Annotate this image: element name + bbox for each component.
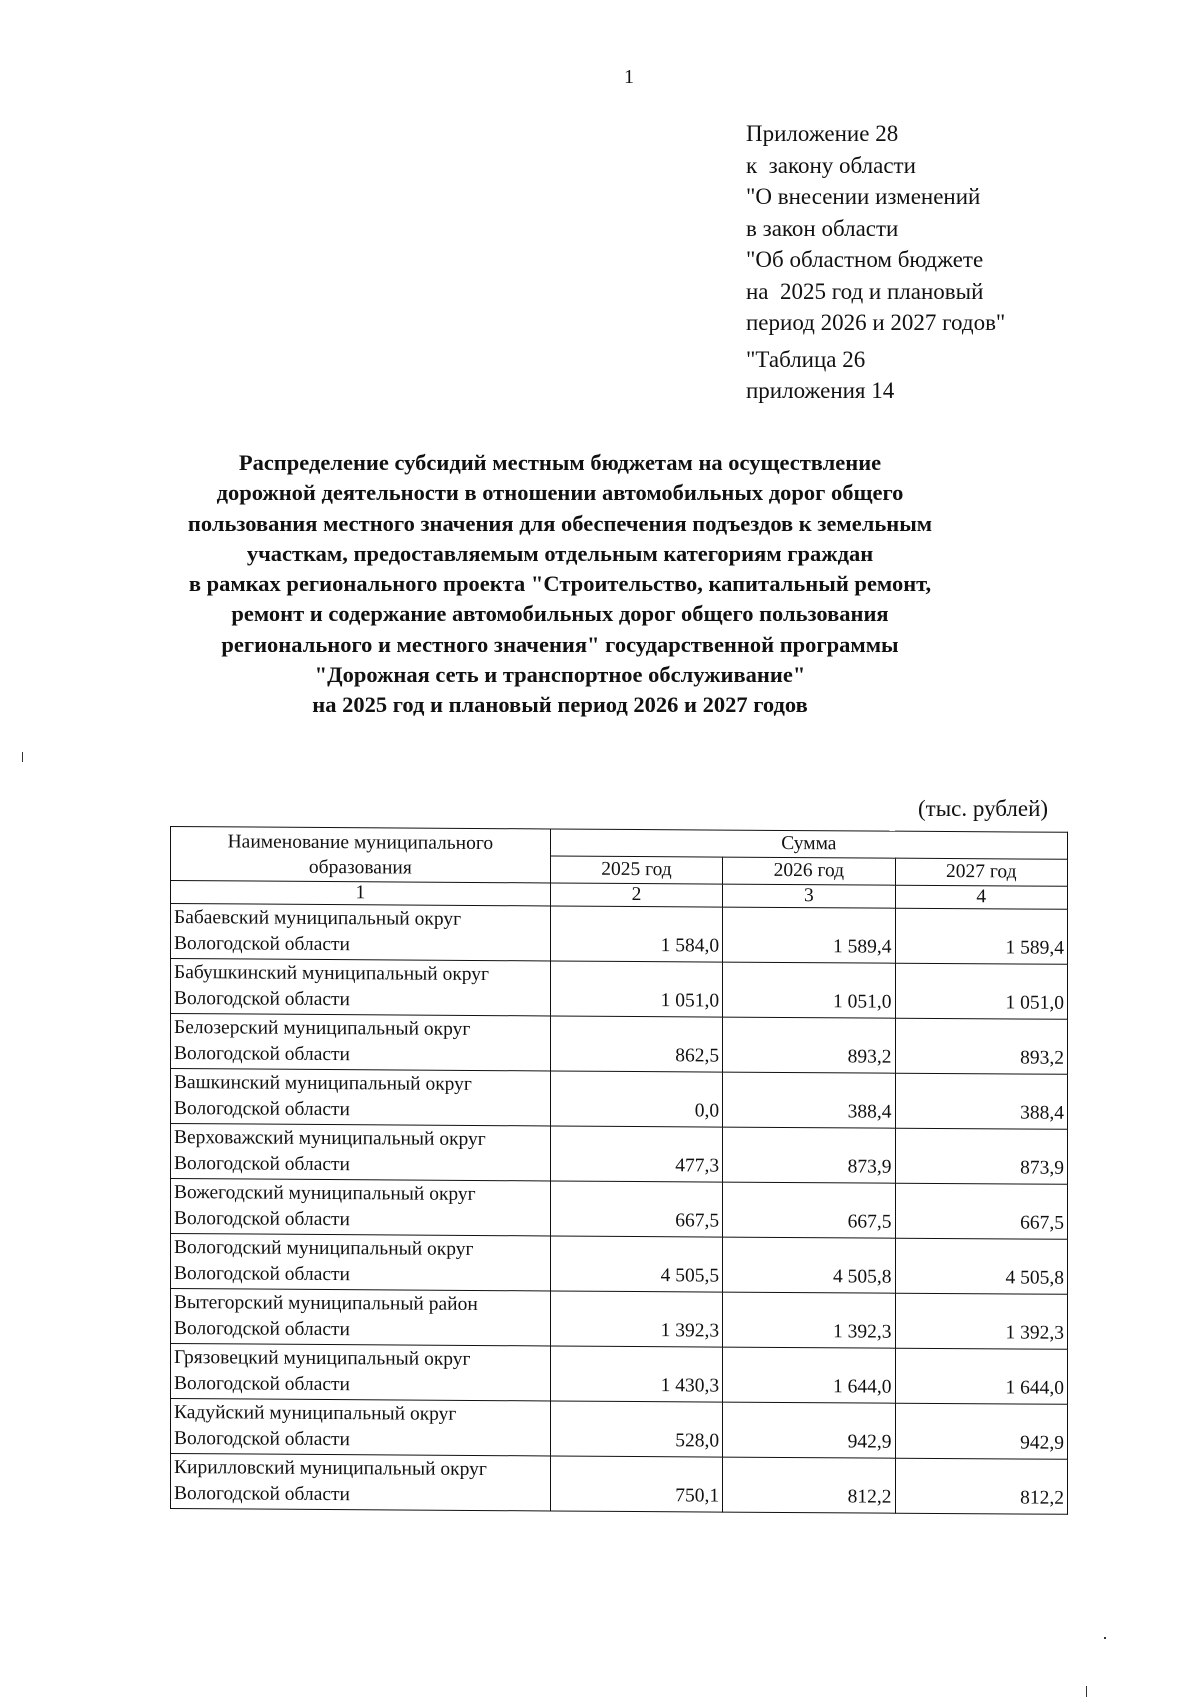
municipality-name-line: Вологодской области — [174, 1263, 350, 1286]
table-row — [171, 1124, 1068, 1185]
municipality-name-cell — [171, 1234, 551, 1291]
year-cell: 2027 год — [895, 858, 1067, 886]
amount-cell-2025: 667,5 — [550, 1181, 722, 1237]
municipality-name-cell — [171, 1399, 551, 1456]
amount-cell-2026: 1 051,0 — [723, 962, 895, 1018]
appendix-line: период 2026 и 2027 годов" — [746, 310, 1006, 335]
municipality-name-line: Вологодский муниципальный округ — [174, 1237, 474, 1260]
amount-cell-2026: 1 392,3 — [723, 1292, 895, 1348]
table-reference-line: приложения 14 — [746, 378, 895, 403]
column-number-cell: 2 — [550, 883, 722, 907]
appendix-line: "О внесении изменений — [746, 184, 981, 209]
municipality-name-cell — [171, 1069, 551, 1126]
scan-mark — [1104, 1637, 1106, 1639]
table-row — [171, 1179, 1068, 1240]
amount-cell-2026: 667,5 — [723, 1182, 895, 1238]
subsidy-table — [170, 826, 1068, 1515]
amount-cell-2025: 1 584,0 — [550, 906, 722, 962]
title-line: в рамках регионального проекта "Строительство, капитальный ремонт, — [188, 571, 932, 597]
amount-cell-2027: 942,9 — [895, 1403, 1067, 1459]
municipality-name-cell — [171, 1124, 551, 1181]
table-row — [171, 1454, 1068, 1515]
amount-cell-2025: 862,5 — [550, 1016, 722, 1072]
header-sum-cell: Сумма — [550, 829, 1067, 859]
appendix-line: в закон области — [746, 215, 899, 241]
appendix-line: на 2025 год и плановый — [746, 278, 984, 304]
amount-cell-2025: 750,1 — [550, 1456, 722, 1512]
amount-cell-2026: 812,2 — [723, 1457, 895, 1513]
amount-cell-2025: 4 505,5 — [550, 1236, 722, 1292]
appendix-block — [746, 118, 1005, 407]
municipality-name-cell — [171, 959, 551, 1016]
header-name-cell: Наименование муниципального образования — [171, 827, 551, 883]
municipality-name-line: Вологодской области — [174, 1318, 350, 1341]
amount-cell-2027: 1 392,3 — [895, 1293, 1067, 1349]
municipality-name-line: Вологодской области — [174, 933, 350, 956]
municipality-name-line: Вытегорский муниципальный район — [174, 1292, 478, 1315]
scan-mark — [22, 752, 23, 762]
amount-cell-2027: 1 051,0 — [895, 963, 1067, 1019]
municipality-name-line: Вологодской области — [174, 1373, 350, 1396]
municipality-name-cell — [171, 904, 551, 961]
amount-cell-2025: 0,0 — [550, 1071, 722, 1127]
amount-cell-2025: 1 430,3 — [550, 1346, 722, 1402]
amount-cell-2026: 4 505,8 — [723, 1237, 895, 1293]
amount-cell-2027: 893,2 — [895, 1018, 1067, 1074]
title-line: ремонт и содержание автомобильных дорог общего пользования — [231, 601, 889, 627]
title-line: пользования местного значения для обеспечения подъездов к земельным — [187, 510, 933, 536]
amount-cell-2025: 528,0 — [550, 1401, 722, 1457]
municipality-name-line: Вологодской области — [174, 1483, 350, 1506]
column-number-cell: 3 — [723, 884, 895, 908]
amount-cell-2025: 1 392,3 — [550, 1291, 722, 1347]
title-line: Распределение субсидий местным бюджетам на осуществление — [238, 450, 882, 475]
amount-cell-2027: 873,9 — [895, 1128, 1067, 1184]
municipality-name-line: Вожегодский муниципальный округ — [174, 1182, 476, 1205]
table-row — [171, 1234, 1068, 1295]
appendix-line: "Об областном бюджете — [746, 247, 984, 272]
units-label: (тыс. рублей) — [918, 796, 1049, 821]
title-line: регионального и местного значения" государственной программы — [221, 631, 899, 657]
amount-cell-2026: 873,9 — [723, 1127, 895, 1183]
amount-cell-2025: 477,3 — [550, 1126, 722, 1182]
municipality-name-line: Грязовецкий муниципальный округ — [174, 1347, 471, 1370]
appendix-line: к закону области — [746, 152, 916, 178]
table-reference-line: "Таблица 26 — [746, 346, 866, 372]
municipality-name-line: Бабушкинский муниципальный округ — [174, 962, 490, 986]
table-row — [171, 1289, 1068, 1350]
municipality-name-cell — [171, 1454, 551, 1511]
municipality-name-line: Кирилловский муниципальный округ — [174, 1457, 487, 1481]
appendix-line: Приложение 28 — [746, 121, 899, 146]
amount-cell-2026: 1 644,0 — [723, 1347, 895, 1403]
amount-cell-2025: 1 051,0 — [550, 961, 722, 1017]
column-number-cell: 1 — [171, 881, 551, 906]
amount-cell-2027: 1 644,0 — [895, 1348, 1067, 1404]
municipality-name-line: Вашкинский муниципальный округ — [174, 1072, 472, 1095]
municipality-name-line: Вологодской области — [174, 1043, 350, 1066]
amount-cell-2026: 893,2 — [723, 1017, 895, 1073]
municipality-name-line: Бабаевский муниципальный округ — [174, 907, 462, 930]
amount-cell-2027: 812,2 — [895, 1458, 1067, 1514]
title-line: участкам, предоставляемым отдельным категориям граждан — [246, 540, 874, 566]
table-header-row — [171, 827, 1068, 860]
amount-cell-2026: 388,4 — [723, 1072, 895, 1128]
year-cell: 2025 год — [550, 856, 722, 884]
municipality-name-line: Вологодской области — [174, 1208, 350, 1231]
amount-cell-2026: 942,9 — [723, 1402, 895, 1458]
municipality-name-line: Вологодской области — [174, 1153, 350, 1176]
municipality-name-cell — [171, 1289, 551, 1346]
amount-cell-2027: 667,5 — [895, 1183, 1067, 1239]
municipality-name-line: Вологодской области — [174, 1428, 350, 1451]
column-number-cell: 4 — [895, 885, 1067, 909]
table-row — [171, 1069, 1068, 1130]
municipality-name-line: Белозерский муниципальный округ — [174, 1017, 471, 1040]
page-number: 1 — [624, 66, 634, 88]
amount-cell-2027: 4 505,8 — [895, 1238, 1067, 1294]
municipality-name-line: Вологодской области — [174, 988, 350, 1011]
table-row — [171, 959, 1068, 1020]
title-line: "Дорожная сеть и транспортное обслуживание" — [314, 662, 806, 688]
title-line: дорожной деятельности в отношении автомобильных дорог общего — [216, 480, 904, 506]
year-cell: 2026 год — [723, 857, 895, 885]
scan-mark — [1086, 1686, 1087, 1697]
title-line: на 2025 год и плановый период 2026 и 2027 годов — [312, 692, 808, 718]
amount-cell-2026: 1 589,4 — [723, 907, 895, 963]
municipality-name-cell — [171, 1014, 551, 1071]
amount-cell-2027: 388,4 — [895, 1073, 1067, 1129]
table-row — [171, 1344, 1068, 1405]
table-row — [171, 904, 1068, 965]
table-row — [171, 1399, 1068, 1460]
municipality-name-line: Вологодской области — [174, 1098, 350, 1121]
municipality-name-cell — [171, 1179, 551, 1236]
municipality-name-line: Верховажский муниципальный округ — [174, 1127, 486, 1151]
municipality-name-cell — [171, 1344, 551, 1401]
municipality-name-line: Кадуйский муниципальный округ — [174, 1402, 457, 1425]
document-title — [130, 448, 990, 721]
table-row — [171, 1014, 1068, 1075]
amount-cell-2027: 1 589,4 — [895, 908, 1067, 964]
